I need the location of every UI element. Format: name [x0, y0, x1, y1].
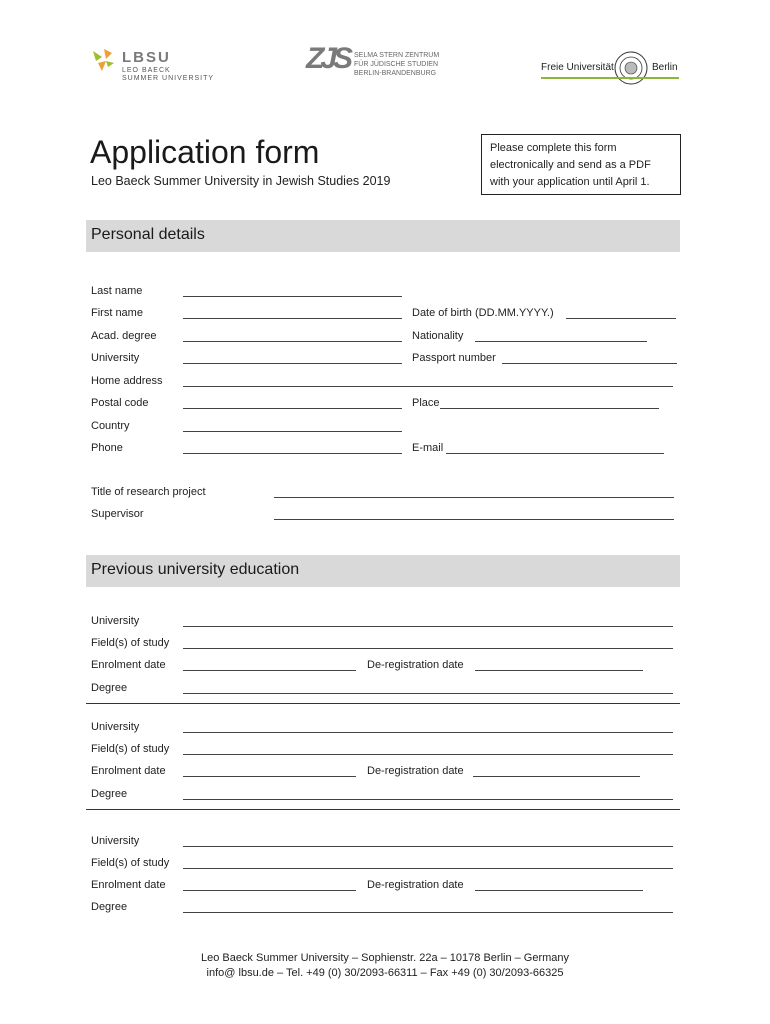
place-label: Place [412, 397, 440, 409]
phone-field[interactable] [183, 453, 402, 454]
edu2-enrolment-label: Enrolment date [91, 765, 166, 777]
postal-code-label: Postal code [91, 397, 149, 409]
personal-details-heading: Personal details [91, 226, 205, 243]
edu2-degree-field[interactable] [183, 799, 673, 800]
edu2-deregistration-field[interactable] [473, 776, 640, 777]
degree-label: Acad. degree [91, 330, 157, 342]
university-field[interactable] [183, 363, 402, 364]
page-subtitle: Leo Baeck Summer University in Jewish Studies 2019 [91, 174, 391, 188]
first-name-field[interactable] [183, 318, 402, 319]
edu3-degree-field[interactable] [183, 912, 673, 913]
edu2-field-label: Field(s) of study [91, 743, 170, 755]
lbsu-name: LBSU [122, 49, 171, 66]
place-field[interactable] [440, 408, 659, 409]
degree-field[interactable] [183, 341, 402, 342]
edu3-enrolment-field[interactable] [183, 890, 356, 891]
passport-field[interactable] [502, 363, 677, 364]
zjs-logo [306, 42, 451, 86]
phone-label: Phone [91, 442, 123, 454]
edu3-degree-label: Degree [91, 901, 128, 913]
first-name-label: First name [91, 307, 143, 319]
instructions-line-2: electronically and send as a PDF [490, 159, 651, 171]
edu2-enrolment-field[interactable] [183, 776, 356, 777]
footer [0, 951, 770, 981]
lbsu-line1: LEO BAECK [122, 67, 171, 74]
supervisor-field[interactable] [274, 519, 674, 520]
edu2-university-label: University [91, 721, 140, 733]
fu-name-left: Freie Universität [541, 62, 614, 73]
footer-contact: info@ lbsu.de – Tel. +49 (0) 30/2093-66311 – Fax +49 (0) 30/2093-66325 [206, 967, 564, 979]
edu1-deregistration-field[interactable] [475, 670, 643, 671]
email-label: E-mail [412, 442, 444, 454]
edu1-field-field[interactable] [183, 648, 673, 649]
nationality-label: Nationality [412, 330, 464, 342]
entry-separator [86, 809, 680, 810]
edu1-deregistration-label: De-registration date [367, 659, 464, 671]
edu3-deregistration-field[interactable] [475, 890, 643, 891]
personal-details-header [86, 220, 680, 252]
edu2-university-field[interactable] [183, 732, 673, 733]
country-label: Country [91, 420, 130, 432]
lbsu-line2: SUMMER UNIVERSITY [122, 75, 215, 82]
edu3-field-field[interactable] [183, 868, 673, 869]
edu1-enrolment-label: Enrolment date [91, 659, 166, 671]
education-header [86, 555, 680, 587]
dob-field[interactable] [566, 318, 676, 319]
research-title-label: Title of research project [91, 486, 206, 498]
page-title: Application form [90, 134, 320, 170]
edu1-enrolment-field[interactable] [183, 670, 356, 671]
passport-label: Passport number [412, 352, 496, 364]
postal-code-field[interactable] [183, 408, 402, 409]
edu2-deregistration-label: De-registration date [367, 765, 464, 777]
home-address-label: Home address [91, 375, 163, 387]
lbsu-leaf-icon [90, 47, 116, 75]
zjs-line2: FÜR JÜDISCHE STUDIEN [354, 61, 439, 68]
nationality-field[interactable] [475, 341, 647, 342]
last-name-label: Last name [91, 285, 143, 297]
education-heading: Previous university education [91, 561, 300, 578]
country-field[interactable] [183, 431, 402, 432]
footer-address: Leo Baeck Summer University – Sophienstr. 22a – 10178 Berlin – Germany [200, 952, 570, 964]
fu-name-right: Berlin [652, 62, 678, 73]
edu2-degree-label: Degree [91, 788, 128, 800]
edu2-field-field[interactable] [183, 754, 673, 755]
edu1-degree-label: Degree [91, 682, 128, 694]
lbsu-logo [90, 45, 215, 85]
zjs-line1: SELMA STERN ZENTRUM [354, 52, 440, 59]
edu1-university-field[interactable] [183, 626, 673, 627]
research-title-field[interactable] [274, 497, 674, 498]
edu3-university-field[interactable] [183, 846, 673, 847]
entry-separator [86, 703, 680, 704]
edu3-field-label: Field(s) of study [91, 857, 170, 869]
edu1-degree-field[interactable] [183, 693, 673, 694]
edu3-enrolment-label: Enrolment date [91, 879, 166, 891]
instructions-line-1: Please complete this form [490, 142, 617, 154]
zjs-line3: BERLIN-BRANDENBURG [354, 70, 437, 77]
email-field[interactable] [446, 453, 664, 454]
last-name-field[interactable] [183, 296, 402, 297]
fu-seal-icon [613, 50, 649, 86]
fu-logo [541, 50, 681, 82]
home-address-field[interactable] [183, 386, 673, 387]
edu1-university-label: University [91, 615, 140, 627]
university-label: University [91, 352, 140, 364]
fu-underline [541, 77, 679, 79]
instructions-line-3: with your application until April 1. [490, 176, 650, 188]
dob-label: Date of birth (DD.MM.YYYY.) [412, 307, 554, 319]
zjs-mark: ZJS [306, 42, 350, 75]
instructions-box [481, 134, 681, 195]
edu3-deregistration-label: De-registration date [367, 879, 464, 891]
edu1-field-label: Field(s) of study [91, 637, 170, 649]
edu3-university-label: University [91, 835, 140, 847]
supervisor-label: Supervisor [91, 508, 144, 520]
